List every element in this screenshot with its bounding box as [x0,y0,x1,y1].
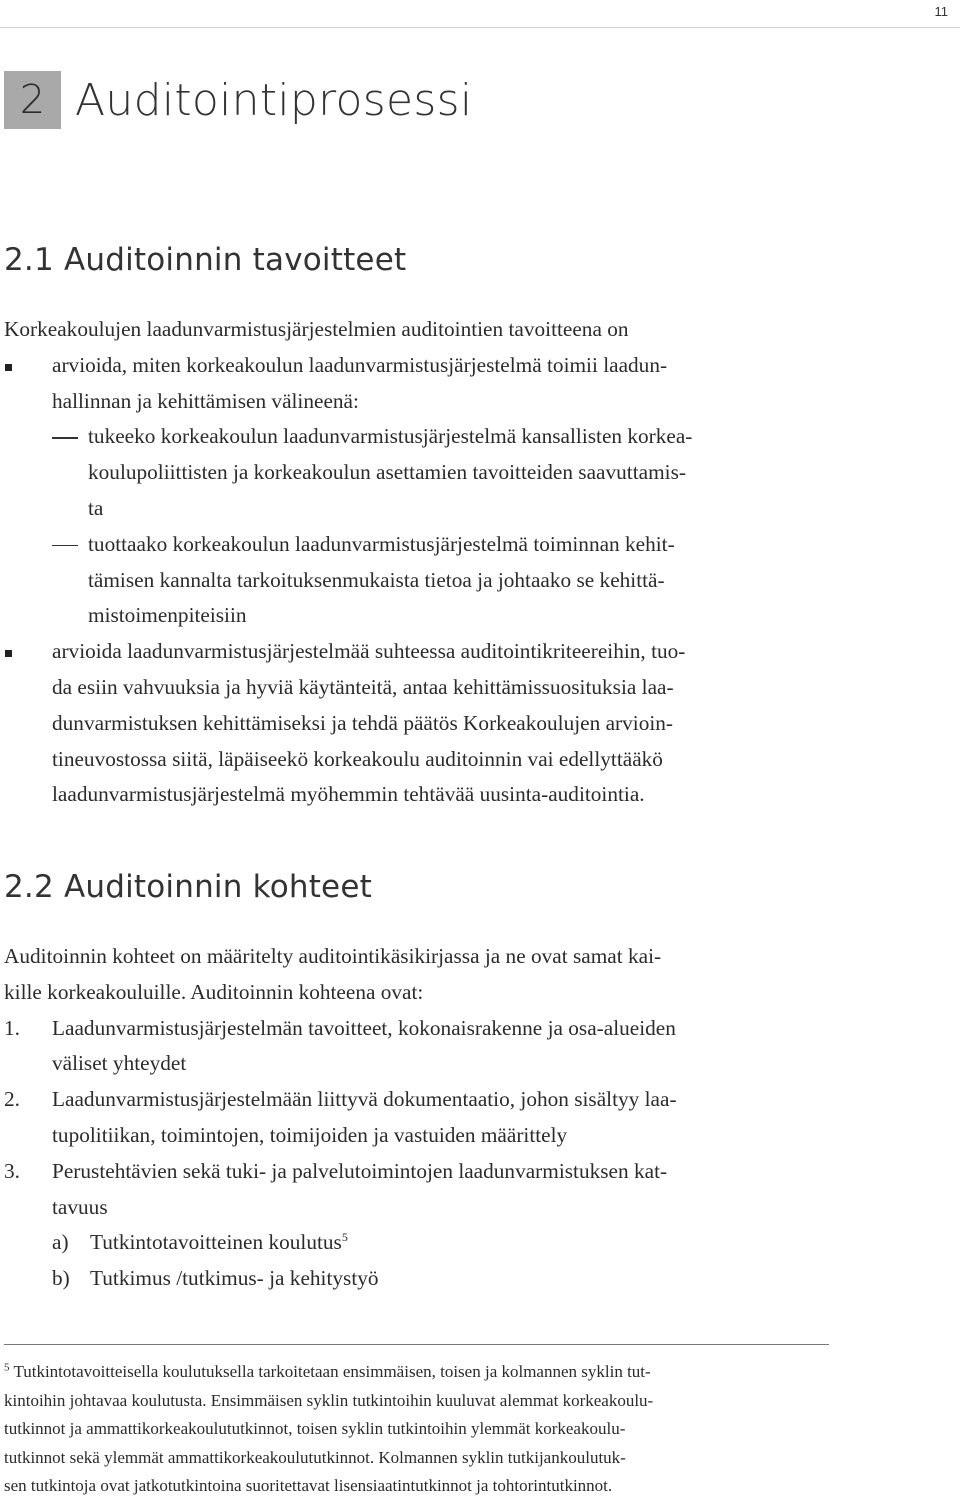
item-number: 3. [4,1158,20,1183]
bullet-line: dunvarmistuksen kehittämiseksi ja tehdä päätös Korkeakoulujen arvioin- [52,710,673,735]
bullet-line: da esiin vahvuuksia ja hyviä käytänteitä, antaa kehittämissuosituksia laa- [52,674,674,699]
sub-line: tukeeko korkeakoulun laadunvarmistusjärjestelmä kansallisten korkea- [88,424,693,449]
intro-line: kille korkeakouluille. Auditoinnin kohteena ovat: [4,979,424,1004]
sub-line: koulupoliittisten ja korkeakoulun asettamien tavoitteiden saavuttamis- [88,460,686,485]
footnote [4,1358,830,1501]
section-title: 2.2 Auditoinnin kohteet [4,869,372,905]
item-line: tavuus [52,1194,108,1219]
dash-icon [52,437,78,439]
section-title: 2.1 Auditoinnin tavoitteet [4,242,407,278]
item-line: Perustehtävien sekä tuki- ja palvelutoimintojen laadunvarmistuksen kat- [52,1158,668,1183]
item-line: tupolitiikan, toimintojen, toimijoiden ja vastuiden määrittely [52,1122,568,1147]
chapter-heading [4,64,472,136]
footnote-marker: 5 [4,1361,10,1374]
bullet-line: hallinnan ja kehittämisen välineenä: [52,388,359,413]
bullet-line: laadunvarmistusjärjestelmä myöhemmin tehtävää uusinta-auditointia. [52,782,645,807]
square-bullet-icon [5,364,12,371]
lettered-item [4,1261,830,1297]
footnote-line: kintoihin johtavaa koulutusta. Ensimmäisen syklin tutkintoihin kuuluvat alemmat korkeakoulu- [4,1390,654,1410]
numbered-item [4,1082,830,1154]
footnote-line: Tutkintotavoitteisella koulutuksella tarkoitetaan ensimmäisen, toisen ja kolmannen syklin tut- [13,1362,651,1381]
page-number: 11 [934,4,948,19]
footnote-line: tutkinnot ja ammattikorkeakoulututkinnot, toisen syklin tutkintoihin ylemmät korkeakoulu- [4,1419,626,1438]
footnote-reference[interactable]: 5 [341,1230,348,1245]
bullet-line: arvioida laadunvarmistusjärjestelmää suhteessa auditointikriteereihin, tuo- [52,639,686,664]
chapter-title: Auditointiprosessi [75,74,473,126]
square-bullet-icon [5,650,12,657]
item-text: Tutkimus /tutkimus- ja kehitystyö [90,1266,379,1291]
section-body [4,312,830,813]
sub-item [4,527,830,634]
footnote-line: sen tutkintoja ovat jatkotutkintoina suoritettavat lisensiaatintutkinnot ja tohtorintutkinnot. [4,1476,613,1495]
bullet-line: arvioida, miten korkeakoulun laadunvarmistusjärjestelmä toimii laadun- [52,352,668,377]
bullet-item [4,634,830,813]
item-number: 2. [4,1087,20,1112]
item-line: väliset yhteydet [52,1051,187,1076]
sub-line: ta [88,495,104,520]
header-rule [0,27,960,28]
sub-item [4,419,830,526]
bullet-item [4,348,830,420]
item-number: 1. [4,1015,20,1040]
numbered-item [4,1011,830,1083]
sub-line: tuottaako korkeakoulun laadunvarmistusjärjestelmä toiminnan kehit- [88,531,675,556]
intro-paragraph: Korkeakoulujen laadunvarmistusjärjestelmien auditointien tavoitteena on [4,317,629,341]
sub-line: tämisen kannalta tarkoituksenmukaista tietoa ja johtaako se kehittä- [88,567,665,592]
item-letter: b) [52,1266,70,1291]
item-letter: a) [52,1230,69,1255]
footnote-rule [4,1344,829,1345]
sub-line: mistoimenpiteisiin [88,603,247,628]
intro-line: Auditoinnin kohteet on määritelty auditointikäsikirjassa ja ne ovat samat kai- [4,944,662,968]
dash-icon [52,545,78,547]
lettered-item [4,1225,830,1261]
numbered-item [4,1154,830,1226]
item-line: Laadunvarmistusjärjestelmän tavoitteet, kokonaisrakenne ja osa-alueiden [52,1015,676,1040]
item-text: Tutkintotavoitteinen koulutus [90,1230,342,1255]
item-line: Laadunvarmistusjärjestelmään liittyvä dokumentaatio, johon sisältyy laa- [52,1087,677,1112]
footnote-line: tutkinnot sekä ylemmät ammattikorkeakoulututkinnot. Kolmannen syklin tutkijankoulutuk- [4,1447,626,1467]
bullet-line: tineuvostossa siitä, läpäiseekö korkeakoulu auditoinnin vai edellyttääkö [52,746,663,771]
chapter-number-box: 2 [4,71,61,129]
section-body [4,939,830,1297]
